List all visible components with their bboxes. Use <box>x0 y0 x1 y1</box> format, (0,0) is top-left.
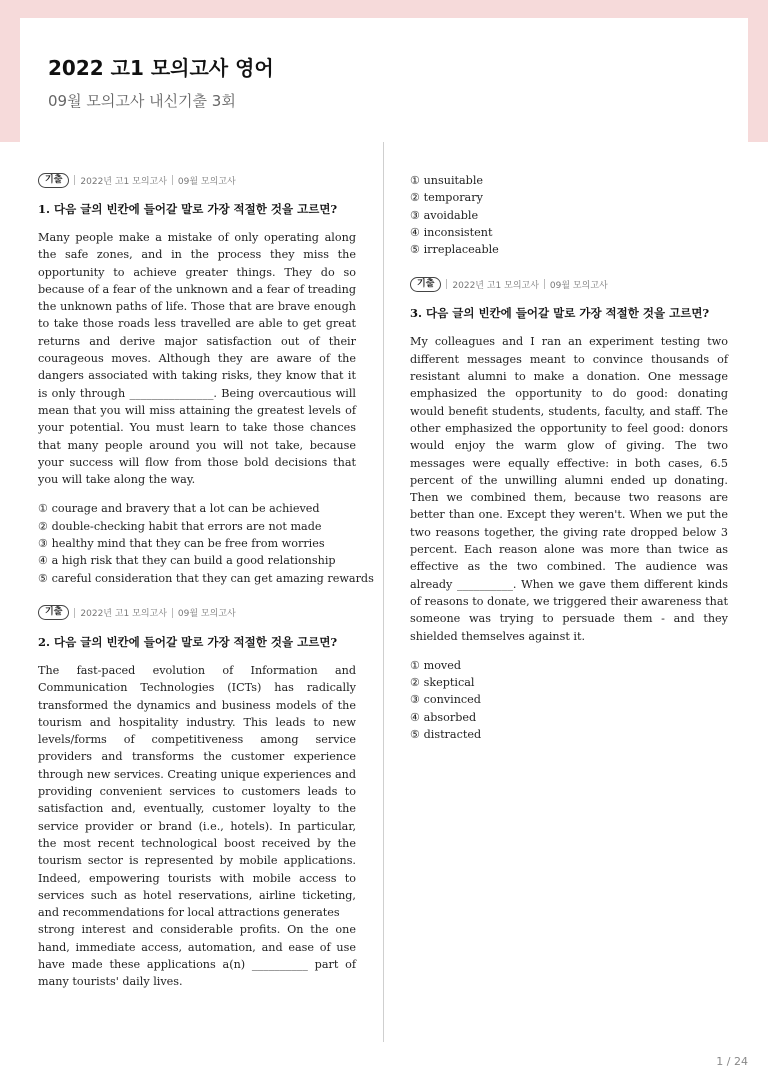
page-title: 2022 고1 모의고사 영어 <box>48 56 274 80</box>
source-year: 2022년 고1 모의고사 <box>80 609 167 620</box>
source-month: 09월 모의고사 <box>177 176 236 187</box>
question-meta <box>410 276 728 292</box>
question-2 <box>38 605 356 991</box>
option-4[interactable]: ④ inconsistent <box>410 225 493 239</box>
column-divider <box>383 142 384 1042</box>
question-passage: The fast-paced evolution of Information and Communication Technologies (ICTs) has radically transformed the dynamics and business models of the tourism and hospitality industry. This leads to new levels/forms of competitiveness among service providers and transforms the customer experience through new services. Creating unique experiences and providing convenient services to customers leads to satisfaction and, eventually, customer loyalty to the service provider or brand (i.e., hotels). In particular, the most recent technological boost received by the tourism sector is represented by mobile applications. Indeed, empowering tourists with mobile access to services such as hotel reservations, airline ticketing, and recommendations for local attractions generates <box>38 663 356 920</box>
option-3[interactable]: ③ avoidable <box>410 208 479 222</box>
option-5[interactable]: ⑤ distracted <box>410 728 482 742</box>
divider <box>74 608 75 618</box>
question-passage: My colleagues and I ran an experiment testing two different messages meant to convince thousands of resistant alumni to make a donation. One message emphasized the opportunity to do good: donating would benefit students, students, faculty, and staff. The other emphasized the opportunity to feel good: donors would enjoy the warm glow of giving. The two messages were equally effective: in both cases, 6.5 percent of the unwilling alumni ended up donating. Then we combined them, because two reasons are better than one. Except they weren't. When we put the two reasons together, the giving rate dropped below 3 percent. Each reason alone was more than twice as effective as the two combined. The audience was already __________. When we gave them different kinds of reasons to donate, we triggered their awareness that someone was trying to persuade them - and they shielded themselves against it. <box>410 335 728 643</box>
option-3[interactable]: ③ convinced <box>410 693 481 707</box>
source-year: 2022년 고1 모의고사 <box>452 280 539 291</box>
option-5[interactable]: ⑤ careful consideration that they can get amazing rewards <box>38 571 374 585</box>
option-2[interactable]: ② temporary <box>410 191 483 205</box>
option-2[interactable]: ② skeptical <box>410 676 475 690</box>
source-badge: 기출 <box>38 605 69 620</box>
question-title: 1. 다음 글의 빈칸에 들어갈 말로 가장 적절한 것을 고르면? <box>38 202 338 216</box>
question-passage: Many people make a mistake of only operating along the safe zones, and in the process they miss the opportunity to achieve greater things. They do so because of a fear of the unknown and a fear of treading the unknown paths of life. Those that are brave enough to take those roads less travelled are able to get great returns and derive major satisfaction out of their courageous moves. Although they are aware of the dangers associated with taking risks, they know that it is only through _______________. Being overcautious will mean that you will miss attaining the greatest levels of your potential. You must learn to take those chances that many people around you will not take, because your success will flow from those bold decisions that you will take along the way. <box>38 231 356 487</box>
divider <box>172 608 173 618</box>
option-2[interactable]: ② double-checking habit that errors are not made <box>38 519 322 533</box>
source-badge: 기출 <box>410 277 441 292</box>
option-4[interactable]: ④ absorbed <box>410 710 477 724</box>
left-column <box>38 172 374 1003</box>
divider <box>74 175 75 185</box>
question-meta <box>38 172 356 188</box>
question-2-options <box>410 172 728 258</box>
question-passage-continued: strong interest and considerable profits. On the one hand, immediate access, automation, and ease of use have made these applications a(n) __________ part of many tourists' daily lives. <box>38 923 356 989</box>
question-title: 2. 다음 글의 빈칸에 들어갈 말로 가장 적절한 것을 고르면? <box>38 634 338 649</box>
page-subtitle: 09월 모의고사 내신기출 3회 <box>48 92 236 110</box>
right-column <box>410 172 728 755</box>
divider <box>544 279 545 289</box>
option-4[interactable]: ④ a high risk that they can build a good relationship <box>38 554 336 568</box>
question-3 <box>410 276 728 743</box>
source-month: 09월 모의고사 <box>177 609 236 620</box>
option-1[interactable]: ① courage and bravery that a lot can be achieved <box>38 502 320 516</box>
source-year: 2022년 고1 모의고사 <box>80 176 167 187</box>
option-1[interactable]: ① unsuitable <box>410 174 484 187</box>
option-3[interactable]: ③ healthy mind that they can be free from worries <box>38 537 325 551</box>
divider <box>172 175 173 185</box>
option-5[interactable]: ⑤ irreplaceable <box>410 243 499 257</box>
answer-options <box>410 657 728 743</box>
source-badge: 기출 <box>38 173 69 188</box>
header-card <box>20 18 748 142</box>
option-1[interactable]: ① moved <box>410 658 462 672</box>
question-title: 3. 다음 글의 빈칸에 들어갈 말로 가장 적절한 것을 고르면? <box>410 306 710 321</box>
page-number: 1 / 24 <box>716 1055 748 1068</box>
source-month: 09월 모의고사 <box>549 280 608 291</box>
answer-options <box>38 500 374 586</box>
divider <box>446 279 447 289</box>
question-1 <box>38 172 374 587</box>
question-meta <box>38 605 356 621</box>
